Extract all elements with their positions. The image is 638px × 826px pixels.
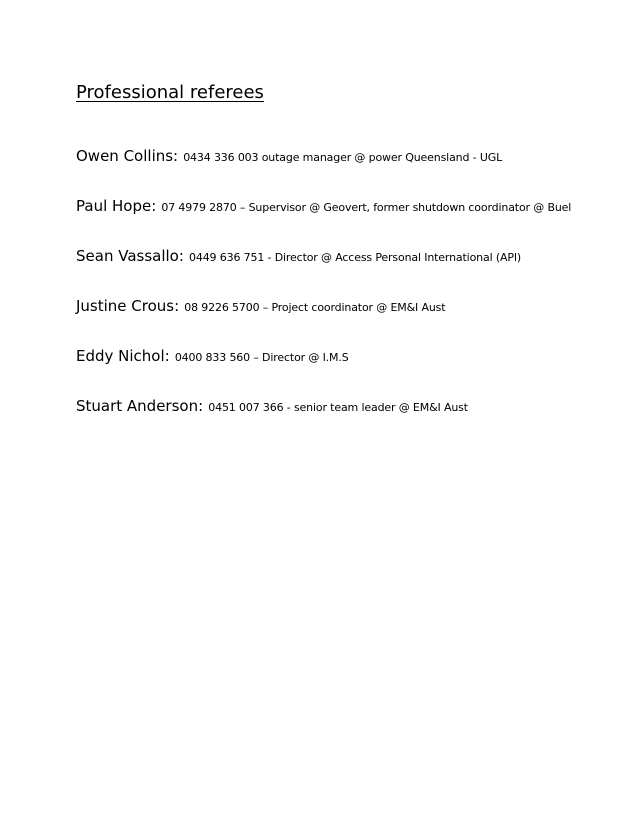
referee-entry: [76, 146, 502, 165]
referee-entry: [76, 246, 521, 265]
referee-entry: [76, 296, 445, 315]
section-heading: Professional referees: [76, 82, 264, 103]
referee-name: Owen Collins:: [76, 147, 179, 165]
referee-name: Sean Vassallo:: [76, 247, 184, 265]
referee-details: 0449 636 751 - Director @ Access Personal International (API): [189, 251, 522, 264]
referee-details: 07 4979 2870 – Supervisor @ Geovert, former shutdown coordinator @ Buel: [161, 201, 572, 214]
referee-details: 0434 336 003 outage manager @ power Queensland - UGL: [183, 151, 503, 164]
referee-details: 0400 833 560 – Director @ I.M.S: [174, 351, 349, 364]
referee-details: 08 9226 5700 – Project coordinator @ EM&I Aust: [184, 301, 446, 314]
referee-entry: [76, 196, 571, 215]
referee-name: Justine Crous:: [76, 297, 180, 315]
referee-entry: [76, 346, 349, 365]
referee-details: 0451 007 366 - senior team leader @ EM&I Aust: [208, 401, 468, 414]
referee-name: Eddy Nichol:: [76, 347, 170, 365]
referee-name: Paul Hope:: [76, 197, 157, 215]
referee-entry: [76, 396, 468, 415]
referee-name: Stuart Anderson:: [76, 397, 204, 415]
